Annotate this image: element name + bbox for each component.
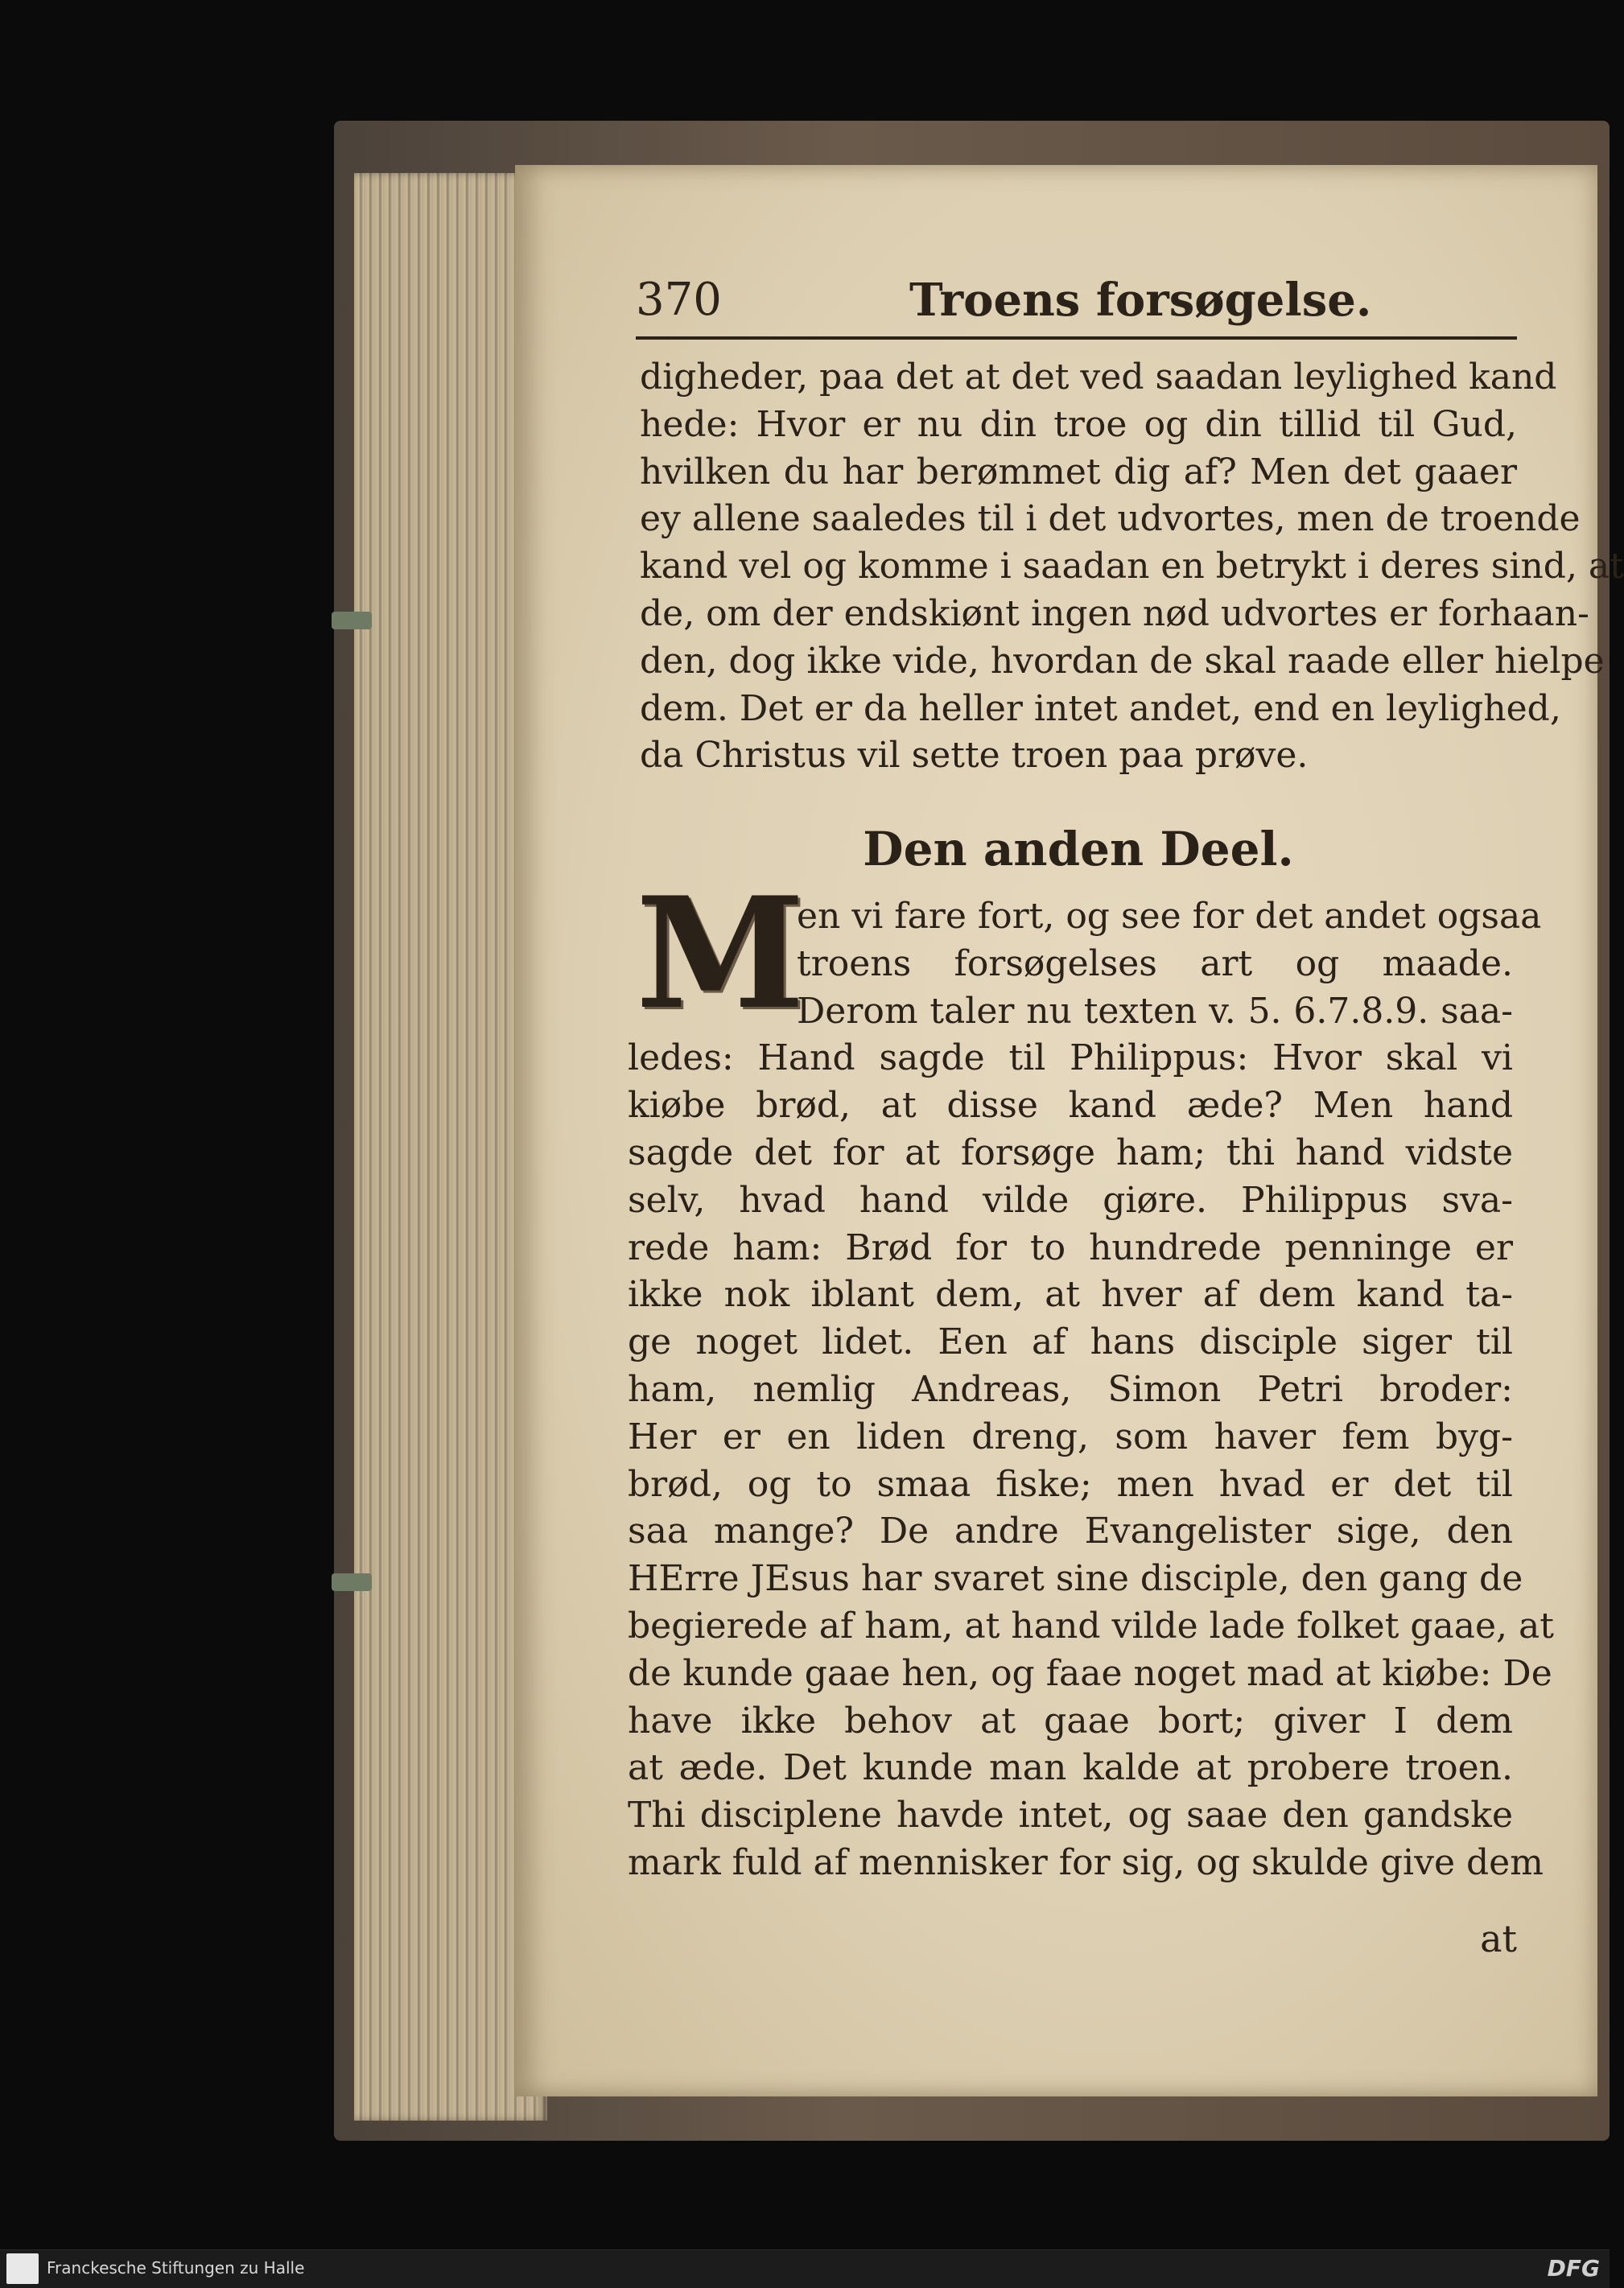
bookmark-clip xyxy=(332,1573,372,1591)
text-line: digheder, paa det at det ved saadan leylighed kand xyxy=(640,357,1557,398)
text-line: hvilken du har berømmet dig af? Men det gaaer xyxy=(640,451,1517,493)
text-line: Her er en liden dreng, som haver fem byg- xyxy=(628,1416,1513,1457)
institution-logo-icon xyxy=(6,2253,39,2284)
text-line: ge noget lidet. Een af hans disciple siger til xyxy=(628,1321,1513,1363)
decorated-initial: M xyxy=(636,864,806,1043)
text-line: troens forsøgelses art og maade. xyxy=(797,942,1513,984)
text-line: at æde. Det kunde man kalde at probere troen. xyxy=(628,1747,1513,1789)
text-line: den, dog ikke vide, hvordan de skal raade eller hielpe xyxy=(640,640,1605,682)
text-line: brød, og to smaa fiske; men hvad er det til xyxy=(628,1463,1513,1505)
section-heading: Den anden Deel. xyxy=(863,822,1294,876)
text-line: de kunde gaae hen, og faae noget mad at kiøbe: De xyxy=(628,1652,1552,1694)
text-line: have ikke behov at gaae bort; giver I dem xyxy=(628,1700,1513,1742)
dfg-logo: DFG xyxy=(1547,2255,1600,2282)
viewer-footer xyxy=(0,2249,1610,2288)
text-line: da Christus vil sette troen paa prøve. xyxy=(640,735,1309,777)
text-line: ham, nemlig Andreas, Simon Petri broder: xyxy=(628,1368,1513,1410)
text-line: hede: Hvor er nu din troe og din tillid til Gud, xyxy=(640,403,1517,445)
text-line: sagde det for at forsøge ham; thi hand vidste xyxy=(628,1132,1513,1173)
bookmark-clip xyxy=(332,612,372,629)
text-line: rede ham: Brød for to hundrede penninge er xyxy=(628,1226,1513,1268)
text-line: ey allene saaledes til i det udvortes, men de troende xyxy=(640,498,1581,540)
page-number: 370 xyxy=(636,274,722,326)
text-line: ikke nok iblant dem, at hver af dem kand ta- xyxy=(628,1274,1513,1316)
text-line: Thi disciplene havde intet, og saae den gandske xyxy=(628,1795,1513,1837)
institution-name: Franckesche Stiftungen zu Halle xyxy=(47,2258,305,2278)
text-line: HErre JEsus har svaret sine disciple, den gang de xyxy=(628,1558,1523,1600)
text-line: dem. Det er da heller intet andet, end en leylighed, xyxy=(640,687,1561,729)
header-rule xyxy=(636,336,1517,340)
text-line: kiøbe brød, at disse kand æde? Men hand xyxy=(628,1085,1513,1127)
text-line: kand vel og komme i saadan en betrykt i deres sind, at xyxy=(640,546,1624,587)
catchword: at xyxy=(1480,1917,1517,1960)
text-line: de, om der endskiønt ingen nød udvortes er forhaan- xyxy=(640,592,1589,634)
text-line: saa mange? De andre Evangelister sige, den xyxy=(628,1511,1513,1552)
text-line: begierede af ham, at hand vilde lade folket gaae, at xyxy=(628,1605,1554,1647)
text-line: en vi fare fort, og see for det andet ogsaa xyxy=(797,896,1542,937)
text-line: mark fuld af mennisker for sig, og skulde give dem xyxy=(628,1841,1544,1883)
text-line: ledes: Hand sagde til Philippus: Hvor skal vi xyxy=(628,1037,1513,1079)
running-title: Troens forsøgelse. xyxy=(909,274,1372,327)
running-head xyxy=(636,274,1521,338)
text-line: Derom taler nu texten v. 5. 6.7.8.9. saa- xyxy=(797,990,1513,1032)
text-line: selv, hvad hand vilde giøre. Philippus sva- xyxy=(628,1179,1513,1221)
text-block-part-one xyxy=(640,354,1624,780)
text-block-part-two xyxy=(628,893,1554,1887)
